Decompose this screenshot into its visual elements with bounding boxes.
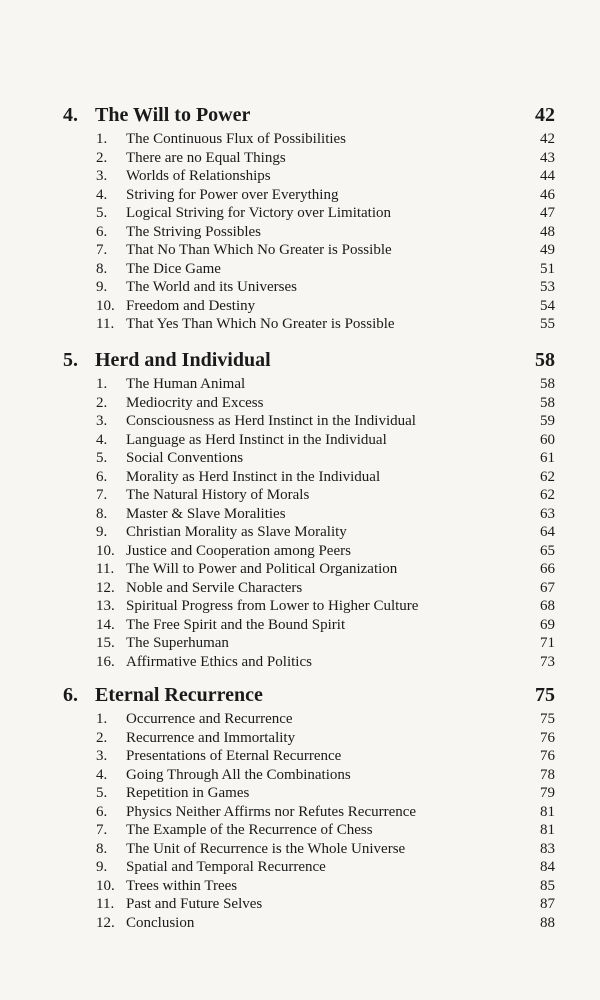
entry-title: The Human Animal	[126, 376, 246, 392]
chapter-number: 5.	[63, 349, 78, 371]
entry-title: There are no Equal Things	[126, 149, 286, 166]
entry-number: 11.	[96, 316, 115, 332]
toc-entry	[63, 130, 555, 149]
entry-number: 2.	[96, 149, 108, 166]
chapter-page: 42	[535, 104, 555, 126]
entry-number: 3.	[96, 168, 108, 184]
entry-number: 8.	[96, 260, 108, 277]
entry-page: 85	[540, 877, 555, 894]
chapter-4	[63, 104, 555, 334]
entry-title: Spiritual Progress from Lower to Higher Culture	[126, 598, 419, 614]
entry-title: Logical Striving for Victory over Limitation	[126, 205, 392, 221]
entry-number: 7.	[96, 242, 108, 258]
entry-page: 54	[540, 297, 555, 314]
toc-entry	[63, 914, 555, 933]
entry-title: The World and its Universes	[126, 279, 297, 295]
chapter-title: Herd and Individual	[95, 349, 271, 371]
entry-title: Presentations of Eternal Recurrence	[126, 748, 342, 764]
entry-page: 62	[540, 468, 555, 485]
entry-number: 7.	[96, 487, 108, 503]
entry-number: 1.	[96, 376, 108, 392]
toc-entry	[63, 241, 555, 260]
toc-entry	[63, 223, 555, 242]
entry-title: Spatial and Temporal Recurrence	[126, 859, 326, 875]
toc-entry	[63, 710, 555, 729]
entry-page: 42	[540, 131, 555, 147]
entry-list	[63, 130, 555, 334]
toc-entry	[63, 542, 555, 561]
entry-title: Justice and Cooperation among Peers	[126, 542, 351, 559]
entry-number: 12.	[96, 914, 115, 931]
entry-number: 1.	[96, 131, 108, 147]
entry-page: 78	[540, 766, 555, 783]
entry-number: 16.	[96, 653, 115, 670]
entry-page: 43	[540, 149, 555, 166]
toc-entry	[63, 412, 555, 431]
entry-page: 63	[540, 505, 555, 522]
entry-number: 10.	[96, 297, 115, 314]
entry-title: That No Than Which No Greater is Possible	[126, 242, 392, 258]
toc-entry	[63, 803, 555, 822]
entry-page: 64	[540, 524, 555, 540]
entry-number: 9.	[96, 859, 108, 875]
entry-page: 83	[540, 840, 555, 857]
entry-number: 3.	[96, 748, 108, 764]
entry-title: Master & Slave Moralities	[126, 505, 286, 522]
toc-entry	[63, 766, 555, 785]
entry-number: 9.	[96, 524, 108, 540]
entry-page: 76	[540, 748, 555, 764]
entry-title: Recurrence and Immortality	[126, 729, 296, 746]
entry-page: 76	[540, 729, 555, 746]
entry-page: 84	[540, 859, 555, 875]
toc-entry	[63, 616, 555, 635]
toc-entry	[63, 186, 555, 205]
entry-number: 6.	[96, 468, 108, 485]
entry-title: The Unit of Recurrence is the Whole Universe	[126, 840, 406, 857]
entry-number: 2.	[96, 729, 108, 746]
entry-page: 68	[540, 598, 555, 614]
entry-number: 8.	[96, 840, 108, 857]
entry-number: 12.	[96, 579, 115, 596]
entry-number: 11.	[96, 561, 115, 577]
entry-number: 4.	[96, 431, 108, 448]
entry-page: 87	[540, 896, 555, 912]
entry-number: 6.	[96, 223, 108, 240]
entry-title: Past and Future Selves	[126, 896, 263, 912]
toc-entry	[63, 449, 555, 468]
entry-page: 44	[540, 168, 555, 184]
entry-number: 14.	[96, 616, 115, 633]
entry-title: Noble and Servile Characters	[126, 579, 303, 596]
entry-page: 67	[540, 579, 555, 596]
entry-title: Mediocrity and Excess	[126, 394, 264, 411]
entry-page: 71	[540, 635, 555, 651]
chapter-heading	[63, 684, 555, 710]
entry-page: 59	[540, 413, 555, 429]
chapter-page: 75	[535, 684, 555, 706]
entry-title: Going Through All the Combinations	[126, 766, 351, 783]
entry-number: 10.	[96, 542, 115, 559]
entry-page: 53	[540, 279, 555, 295]
chapter-heading	[63, 104, 555, 130]
entry-title: Language as Herd Instinct in the Individual	[126, 431, 387, 448]
entry-page: 65	[540, 542, 555, 559]
toc-entry	[63, 486, 555, 505]
toc-entry	[63, 431, 555, 450]
entry-number: 1.	[96, 711, 108, 727]
entry-page: 55	[540, 316, 555, 332]
entry-number: 4.	[96, 766, 108, 783]
chapter-number: 4.	[63, 104, 78, 126]
entry-number: 4.	[96, 186, 108, 203]
entry-title: Physics Neither Affirms nor Refutes Recurrence	[126, 803, 417, 820]
toc-entry	[63, 653, 555, 672]
entry-list	[63, 375, 555, 671]
toc-entry	[63, 840, 555, 859]
entry-title: Affirmative Ethics and Politics	[126, 653, 312, 670]
toc-entry	[63, 747, 555, 766]
entry-number: 9.	[96, 279, 108, 295]
entry-title: The Example of the Recurrence of Chess	[126, 822, 373, 838]
entry-title: Morality as Herd Instinct in the Individual	[126, 468, 381, 485]
entry-page: 73	[540, 653, 555, 670]
entry-page: 58	[540, 376, 555, 392]
entry-page: 61	[540, 450, 555, 466]
toc-entry	[63, 877, 555, 896]
toc-entry	[63, 149, 555, 168]
toc-entry	[63, 260, 555, 279]
toc-entry	[63, 579, 555, 598]
entry-number: 5.	[96, 205, 108, 221]
entry-number: 3.	[96, 413, 108, 429]
toc-entry	[63, 523, 555, 542]
entry-page: 51	[540, 260, 555, 277]
entry-title: The Natural History of Morals	[126, 487, 310, 503]
toc-entry	[63, 468, 555, 487]
entry-title: Trees within Trees	[126, 877, 238, 894]
chapter-6	[63, 684, 555, 932]
entry-page: 47	[540, 205, 555, 221]
entry-title: Consciousness as Herd Instinct in the Individual	[126, 413, 416, 429]
toc-entry	[63, 821, 555, 840]
entry-number: 11.	[96, 896, 115, 912]
toc-entry	[63, 167, 555, 186]
chapter-title: The Will to Power	[95, 104, 251, 126]
toc-entry	[63, 784, 555, 803]
entry-title: The Free Spirit and the Bound Spirit	[126, 616, 346, 633]
entry-page: 62	[540, 487, 555, 503]
entry-number: 7.	[96, 822, 108, 838]
entry-title: Social Conventions	[126, 450, 244, 466]
toc-entry	[63, 204, 555, 223]
entry-title: Occurrence and Recurrence	[126, 711, 293, 727]
toc-entry	[63, 858, 555, 877]
toc-entry	[63, 634, 555, 653]
entry-list	[63, 710, 555, 932]
entry-number: 15.	[96, 635, 115, 651]
entry-title: The Continuous Flux of Possibilities	[126, 131, 347, 147]
chapter-page: 58	[535, 349, 555, 371]
entry-page: 69	[540, 616, 555, 633]
entry-page: 88	[540, 914, 555, 931]
entry-page: 81	[540, 803, 555, 820]
entry-number: 10.	[96, 877, 115, 894]
entry-number: 2.	[96, 394, 108, 411]
toc-entry	[63, 560, 555, 579]
chapter-number: 6.	[63, 684, 78, 706]
entry-number: 5.	[96, 450, 108, 466]
entry-title: Striving for Power over Everything	[126, 186, 339, 203]
toc-entry	[63, 278, 555, 297]
entry-number: 5.	[96, 785, 108, 801]
entry-number: 6.	[96, 803, 108, 820]
entry-page: 81	[540, 822, 555, 838]
chapter-heading	[63, 349, 555, 375]
chapter-title: Eternal Recurrence	[95, 684, 263, 706]
toc-entry	[63, 597, 555, 616]
entry-title: Worlds of Relationships	[126, 168, 271, 184]
entry-page: 66	[540, 561, 555, 577]
toc-entry	[63, 394, 555, 413]
entry-title: The Will to Power and Political Organization	[126, 561, 398, 577]
entry-title: The Superhuman	[126, 635, 229, 651]
entry-number: 13.	[96, 598, 115, 614]
chapter-5	[63, 349, 555, 671]
toc-entry	[63, 895, 555, 914]
entry-page: 48	[540, 223, 555, 240]
entry-page: 60	[540, 431, 555, 448]
entry-page: 58	[540, 394, 555, 411]
entry-page: 79	[540, 785, 555, 801]
entry-page: 46	[540, 186, 555, 203]
toc-entry	[63, 729, 555, 748]
entry-title: Repetition in Games	[126, 785, 250, 801]
entry-title: Conclusion	[126, 914, 195, 931]
toc-entry	[63, 315, 555, 334]
entry-title: The Striving Possibles	[126, 223, 262, 240]
entry-page: 75	[540, 711, 555, 727]
toc-entry	[63, 297, 555, 316]
entry-title: That Yes Than Which No Greater is Possible	[126, 316, 395, 332]
toc-entry	[63, 375, 555, 394]
entry-title: Freedom and Destiny	[126, 297, 256, 314]
entry-number: 8.	[96, 505, 108, 522]
toc-entry	[63, 505, 555, 524]
entry-title: The Dice Game	[126, 260, 221, 277]
entry-title: Christian Morality as Slave Morality	[126, 524, 347, 540]
entry-page: 49	[540, 242, 555, 258]
